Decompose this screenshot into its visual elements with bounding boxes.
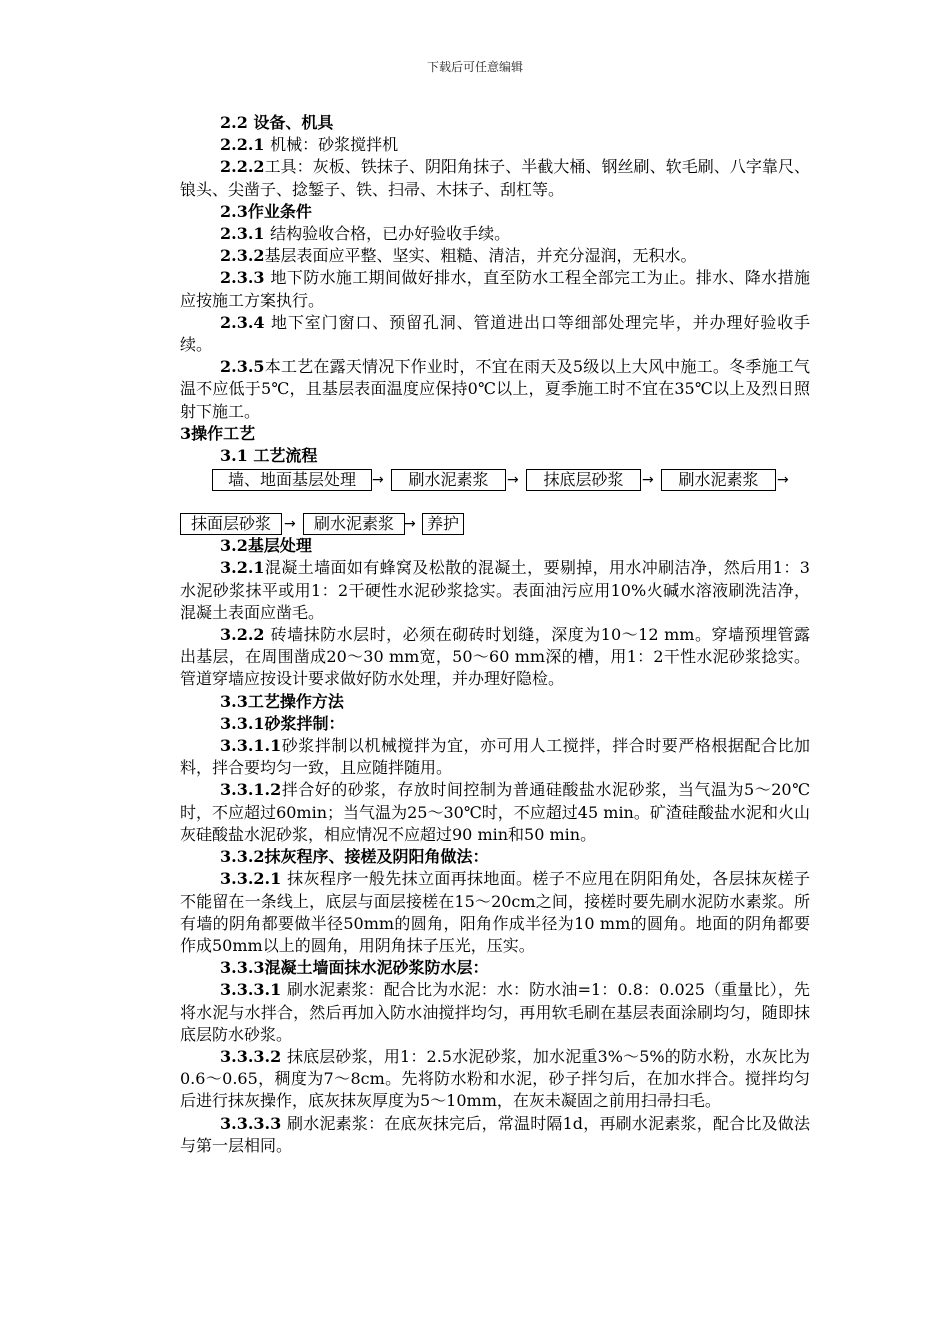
flow-arrow-icon: → (372, 472, 384, 489)
paragraph (180, 223, 810, 245)
paragraph (180, 846, 810, 868)
paragraph (180, 624, 810, 691)
clause-number: 2.3.4 (220, 312, 271, 332)
flow-arrow-icon: → (284, 516, 296, 533)
clause-text: 地下防水施工期间做好排水，直至防水工程全部完工为止。排水、降水措施应按施工方案执行。 (180, 268, 811, 310)
clause-text: 抹底层砂浆，用1：2.5水泥砂浆，加水泥重3%～5%的防水粉，水灰比为0.6～0.65，稠度为7～8cm。先将防水粉和水泥，砂子拌匀后，在加水拌合。搅拌均匀后进行抹灰操作，底灰抹灰厚度为5～10mm，在灰未凝固之前用扫帚扫毛。 (180, 1046, 810, 1111)
clause-number: 3.3.3.1 (220, 980, 287, 1000)
paragraph (180, 1113, 810, 1157)
paragraph (180, 735, 810, 779)
clause-text: 作业条件 (247, 201, 312, 221)
paragraph (180, 134, 810, 156)
paragraph (180, 156, 810, 200)
paragraph (180, 312, 810, 356)
document-body (180, 112, 810, 1157)
flow-arrow-icon: → (404, 516, 416, 533)
paragraph (180, 557, 810, 624)
paragraph (180, 356, 810, 423)
clause-text: 本工艺在露天情况下作业时，不宜在雨天及5级以上大风中施工。冬季施工气温不应低于5℃，且基层表面温度应保持0℃以上，夏季施工时不宜在35℃以上及烈日照射下施工。 (180, 357, 810, 421)
clause-text: 抹灰程序一般先抹立面再抹地面。槎子不应甩在阴阳角处，各层抹灰槎子不能留在一条线上，底层与面层接槎在15～20cm之间，接槎时要先刷水泥防水素浆。所有墙的阴角都要做半径50mm的圆角，阳角作成半径为10 mm的圆角。地面的阴角都要作成50mm以上的圆角，用阴角抹子压光，压实。 (180, 869, 810, 955)
flow-arrow-icon: → (777, 472, 789, 489)
clause-number: 2.3.2 (220, 246, 265, 266)
paragraph (180, 868, 810, 957)
clause-number: 3.3.2.1 (220, 869, 288, 889)
paragraph (180, 1046, 810, 1113)
flow-step-base-treatment: 墙、地面基层处理 (212, 469, 372, 491)
clause-number: 3.3.3 (220, 958, 265, 978)
clause-number: 3 (180, 423, 192, 443)
flow-step-cement-slurry-1: 刷水泥素浆 (391, 469, 506, 491)
clause-text: 地下室门窗口、预留孔洞、管道进出口等细部处理完毕，并办理好验收手续。 (180, 312, 810, 355)
clause-text: 工艺操作方法 (247, 691, 344, 711)
clause-text: 工艺流程 (253, 446, 318, 466)
paragraph (180, 957, 810, 979)
paragraph (180, 423, 810, 445)
clause-text: 工具：灰板、铁抹子、阴阳角抹子、半截大桶、钢丝刷、软毛刷、八字靠尺、锒头、尖凿子、捻錾子、铁、扫帚、木抹子、刮杠等。 (180, 157, 810, 199)
paragraph (180, 267, 810, 311)
clause-text: 操作工艺 (191, 423, 256, 443)
clause-text: 混凝土墙面抹水泥砂浆防水层： (264, 958, 489, 978)
clause-number: 3.2.2 (220, 625, 271, 645)
section-operation-methods (180, 535, 810, 1157)
clause-number: 2.3.1 (220, 224, 271, 244)
paragraph (180, 691, 810, 713)
clause-number: 2.2.2 (220, 157, 265, 177)
clause-number: 3.3.3.2 (220, 1046, 287, 1066)
clause-text: 砂浆拌制： (264, 713, 345, 733)
clause-text: 基层处理 (247, 536, 312, 556)
flow-step-cement-slurry-2: 刷水泥素浆 (661, 469, 776, 491)
clause-number: 3.3.1.2 (220, 780, 282, 800)
clause-number: 2.3.5 (220, 357, 265, 377)
clause-number: 3.2.1 (220, 558, 265, 578)
clause-number: 3.3.1.1 (220, 736, 282, 756)
paragraph (180, 445, 810, 467)
clause-text: 设备、机具 (253, 113, 334, 132)
paragraph (180, 713, 810, 735)
clause-text: 混凝土墙面如有蜂窝及松散的混凝土，要剔掉，用水冲刷洁净，然后用1：3水泥砂浆抹平或用1：2干硬性水泥砂浆捻实。表面油污应用10%火碱水溶液刷洗洁净，混凝土表面应凿毛。 (180, 558, 810, 622)
clause-number: 2.2 (220, 113, 254, 132)
clause-number: 3.1 (220, 446, 254, 466)
clause-text: 刷水泥素浆：在底灰抹完后，常温时隔1d，再刷水泥素浆，配合比及做法与第一层相同。 (180, 1113, 810, 1155)
flow-step-curing: 养护 (422, 513, 464, 535)
page-header: 下载后可任意编辑 (426, 60, 523, 74)
clause-number: 3.3.3.3 (220, 1113, 288, 1133)
clause-number: 3.3.2 (220, 847, 265, 867)
flow-row-2 (180, 513, 810, 535)
flow-row-1 (180, 469, 810, 491)
clause-text: 砖墙抹防水层时，必须在砌砖时划缝，深度为10～12 mm。穿墙预埋管露出基层，在周围凿成20～30 mm宽，50～60 mm深的槽，用1：2干性水泥砂浆捻实。管道穿墙应按设计要求做好防水处理，并办理好隐检。 (180, 625, 811, 689)
clause-number: 3.3 (220, 691, 248, 711)
section-equipment-conditions (180, 112, 810, 467)
flow-arrow-icon: → (507, 472, 519, 489)
paragraph (180, 979, 810, 1046)
paragraph (180, 779, 810, 846)
flow-arrow-icon: → (642, 472, 654, 489)
clause-text: 拌合好的砂浆，存放时间控制为普通硅酸盐水泥砂浆，当气温为5～20℃时，不应超过60min；当气温为25～30℃时，不应超过45 min。矿渣硅酸盐水泥和火山灰硅酸盐水泥砂浆，相应情况不应超过90 min和50 min。 (180, 780, 810, 844)
clause-text: 机械：砂浆搅拌机 (270, 135, 399, 155)
clause-number: 2.2.1 (220, 135, 271, 155)
clause-text: 砂浆拌制以机械搅拌为宜，亦可用人工搅拌，拌合时要严格根据配合比加料，拌合要均匀一致，且应随拌随用。 (180, 736, 810, 778)
clause-number: 2.3.3 (220, 268, 271, 288)
clause-text: 刷水泥素浆：配合比为水泥：水：防水油=1：0.8：0.025（重量比），先将水泥与水拌合，然后再加入防水油搅拌均匀，再用软毛刷在基层表面涂刷均匀，随即抹底层防水砂浆。 (180, 980, 811, 1044)
flow-step-surface-mortar: 抹面层砂浆 (180, 513, 282, 535)
clause-number: 2.3 (220, 201, 248, 221)
clause-text: 结构验收合格，已办好验收手续。 (270, 224, 511, 244)
paragraph (180, 201, 810, 223)
flow-step-cement-slurry-3: 刷水泥素浆 (303, 513, 405, 535)
clause-text: 抹灰程序、接槎及阴阳角做法： (264, 847, 489, 867)
flow-step-base-mortar: 抹底层砂浆 (526, 469, 641, 491)
clause-number: 3.3.1 (220, 713, 265, 733)
clause-number: 3.2 (220, 536, 248, 556)
clause-text: 基层表面应平整、坚实、粗糙、清洁，并充分湿润，无积水。 (264, 246, 697, 266)
paragraph (180, 535, 810, 557)
paragraph (180, 112, 810, 134)
paragraph (180, 245, 810, 267)
